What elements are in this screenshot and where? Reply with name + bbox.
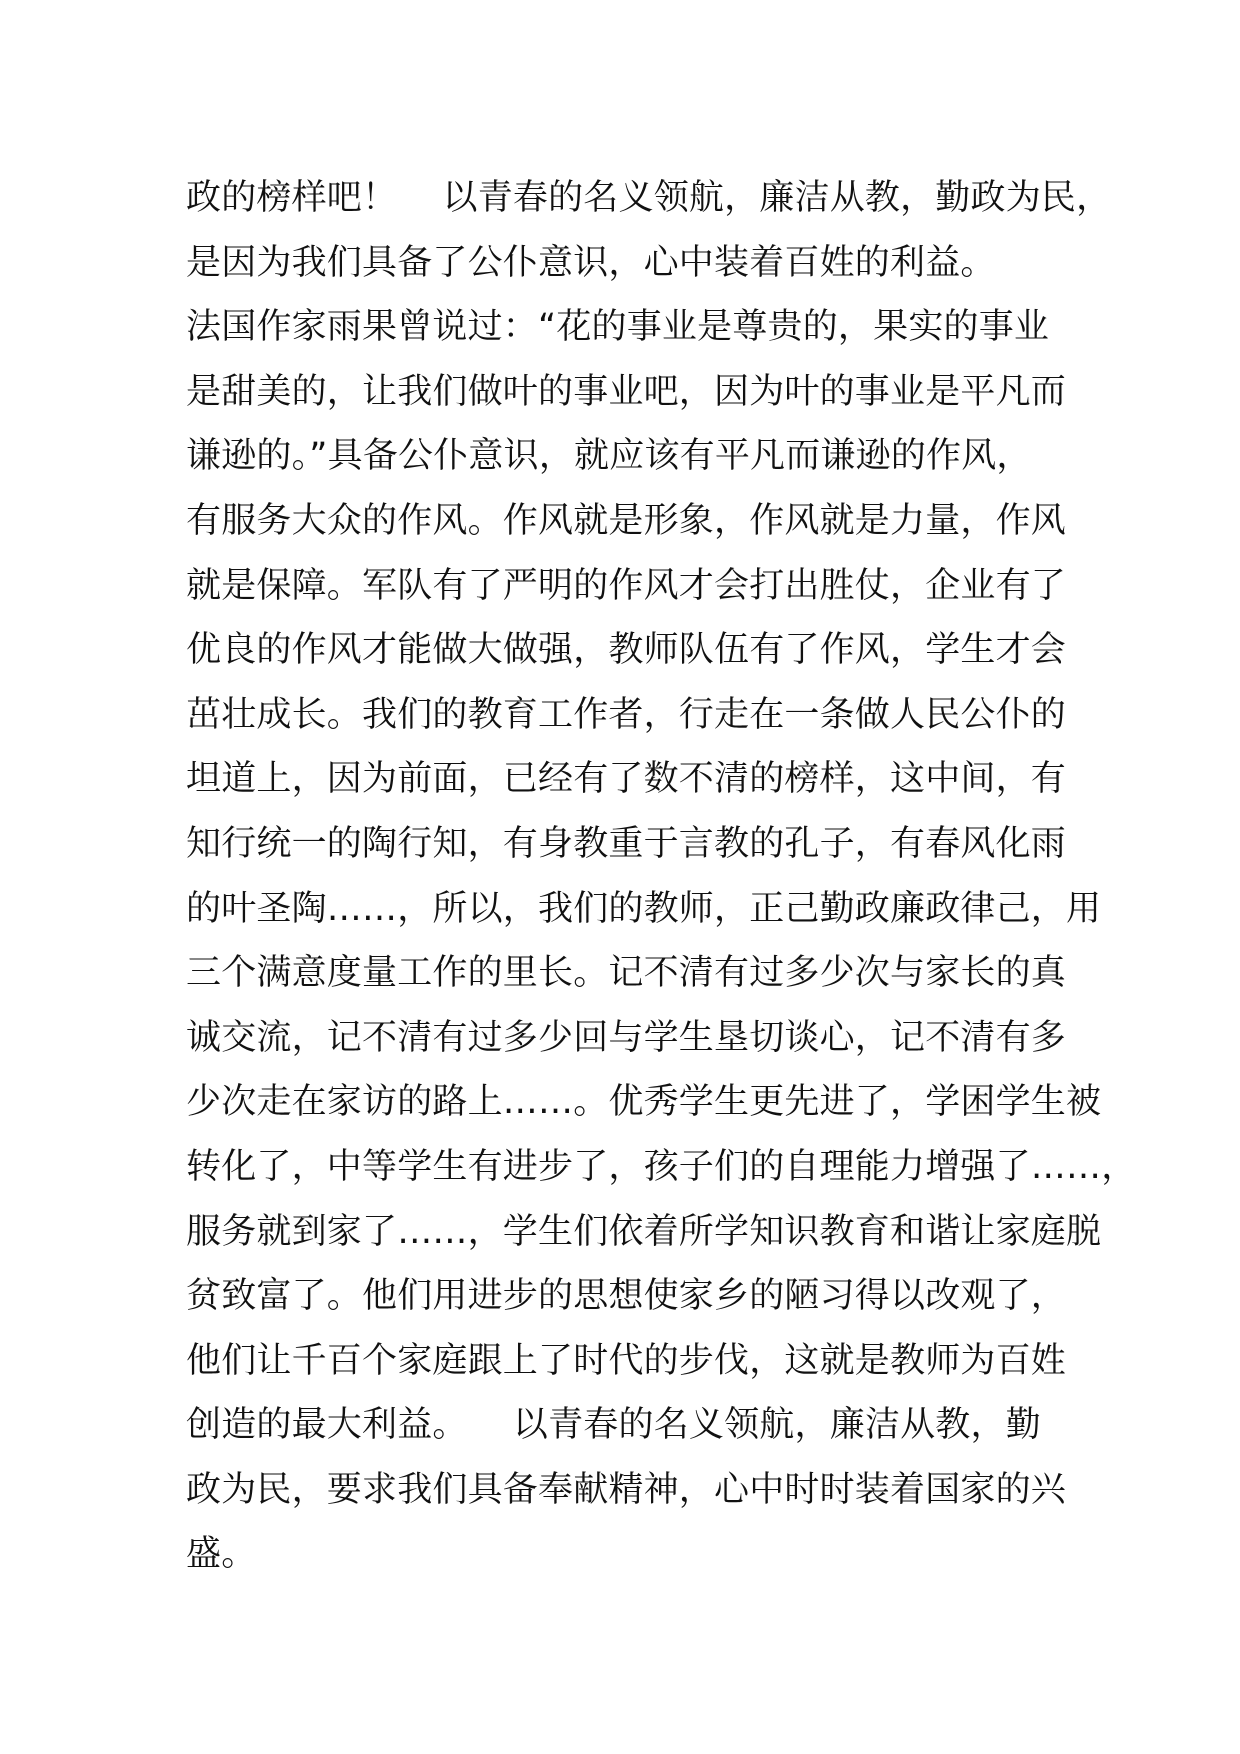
text-line: 三个满意度量工作的里长。记不清有过多少次与家长的真 — [186, 953, 1067, 994]
text-line: 诚交流，记不清有过多少回与学生垦切谈心，记不清有多 — [186, 1017, 1067, 1058]
text-line: 优良的作风才能做大做强，教师队伍有了作风，学生才会 — [186, 630, 1067, 671]
text-line: 政为民，要求我们具备奉献精神，心中时时装着国家的兴 — [186, 1469, 1067, 1510]
text-line: 的叶圣陶……，所以，我们的教师，正己勤政廉政律己，用 — [186, 888, 1102, 929]
text-line: 法国作家雨果曾说过：“花的事业是尊贵的，果实的事业 — [186, 307, 1050, 348]
text-line: 盛。 — [186, 1534, 257, 1575]
text-line: 知行统一的陶行知，有身教重于言教的孔子，有春风化雨 — [186, 823, 1067, 864]
text-line: 谦逊的。”具备公仆意识，就应该有平凡而谦逊的作风， — [186, 436, 1032, 477]
text-line: 服务就到家了……，学生们依着所学知识教育和谐让家庭脱 — [186, 1211, 1102, 1252]
text-line: 是因为我们具备了公仆意识，心中装着百姓的利益。 — [186, 242, 996, 283]
text-line: 贫致富了。他们用进步的思想使家乡的陋习得以改观了， — [186, 1276, 1067, 1317]
text-line: 少次走在家访的路上……。优秀学生更先进了，学困学生被 — [186, 1082, 1102, 1123]
text-line: 茁壮成长。我们的教育工作者，行走在一条做人民公仆的 — [186, 694, 1067, 735]
text-line: 有服务大众的作风。作风就是形象，作风就是力量，作风 — [186, 500, 1067, 541]
body-text — [186, 166, 1137, 1587]
text-line: 转化了，中等学生有进步了，孩子们的自理能力增强了……， — [186, 1146, 1137, 1187]
text-line: 就是保障。军队有了严明的作风才会打出胜仗，企业有了 — [186, 565, 1067, 606]
text-line: 他们让千百个家庭跟上了时代的步伐，这就是教师为百姓 — [186, 1340, 1067, 1381]
text-line: 是甜美的，让我们做叶的事业吧，因为叶的事业是平凡而 — [186, 371, 1067, 412]
text-line: 创造的最大利益。 以青春的名义领航，廉洁从教，勤 — [186, 1405, 1041, 1446]
text-line: 坦道上，因为前面，已经有了数不清的榜样，这中间，有 — [186, 759, 1067, 800]
text-line: 政的榜样吧！ 以青春的名义领航，廉洁从教，勤政为民， — [186, 178, 1112, 218]
